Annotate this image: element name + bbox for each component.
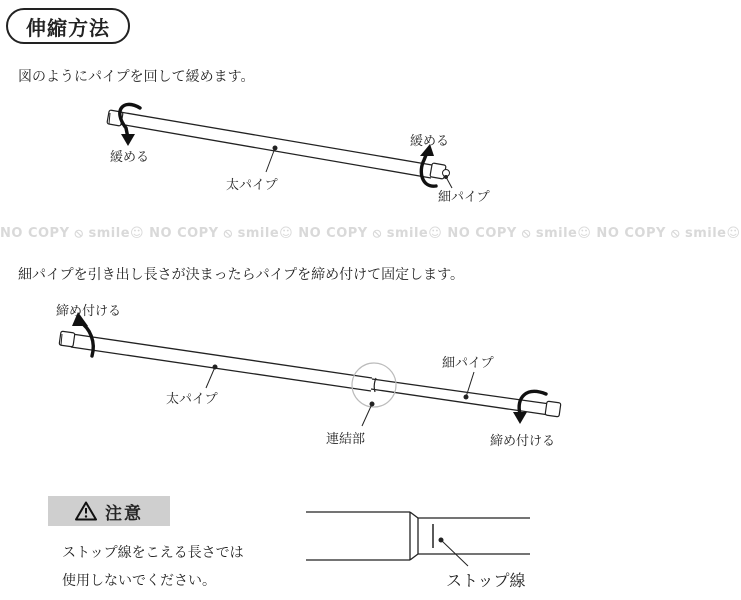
step1-thin-pipe-label: 細パイプ <box>438 190 490 205</box>
caution-banner <box>48 496 170 526</box>
stop-line-label: ストップ線 <box>446 571 526 590</box>
step2-right-rotate-arrow-icon <box>513 391 546 424</box>
step2-joint-label: 連結部 <box>326 432 366 447</box>
caution-line-1: ストップ線をこえる長さでは <box>62 545 244 561</box>
step2-thin-pipe-label: 細パイプ <box>442 356 494 371</box>
caution-label: 注意 <box>105 503 143 524</box>
step2-thick-pipe-label: 太パイプ <box>166 392 218 407</box>
step1-instruction: 図のようにパイプを回して緩めます。 <box>18 69 255 85</box>
step2-right-end-cap <box>545 401 561 417</box>
step1-loosen-label-left: 緩める <box>110 150 150 165</box>
step1-loosen-label-right: 緩める <box>410 134 450 149</box>
warning-triangle-icon <box>75 501 97 521</box>
step1-left-rotate-arrow-icon <box>120 104 140 146</box>
page-title: 伸縮方法 <box>6 8 130 44</box>
step2-tighten-label-right: 締め付ける <box>490 434 556 449</box>
watermark: NO COPY ⦸ smile☺ NO COPY ⦸ smile☺ NO COPY ⦸ smile☺ NO COPY ⦸ smile☺ NO COPY ⦸ smile☺ <box>0 226 741 241</box>
step1-thick-pipe-label: 太パイプ <box>226 178 278 193</box>
step1-pipe-diagram <box>107 104 452 188</box>
step2-tighten-label-left: 締め付ける <box>56 304 122 319</box>
stop-line-detail <box>306 512 530 566</box>
caution-line-2: 使用しないでください。 <box>62 573 216 589</box>
step2-left-end-cap <box>59 331 75 347</box>
step2-instruction: 細パイプを引き出し長さが決まったらパイプを締め付けて固定します。 <box>18 267 465 283</box>
